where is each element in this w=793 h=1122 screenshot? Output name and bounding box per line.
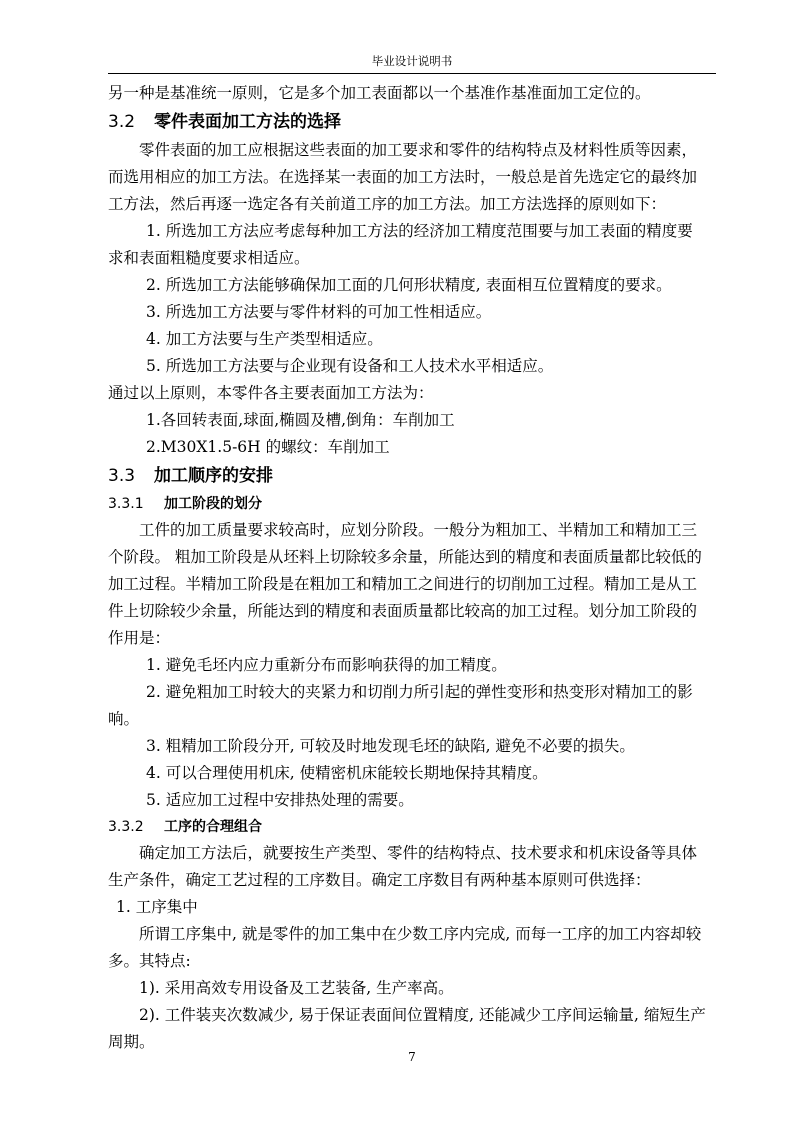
section-title: 零件表面加工方法的选择 bbox=[154, 112, 341, 132]
list-item: 3. 所选加工方法要与零件材料的可加工性相适应。 bbox=[146, 303, 492, 321]
list-item: 1. 所选加工方法应考虑每种加工方法的经济加工精度范围要与加工表面的精度要 bbox=[146, 222, 693, 240]
section-heading-3-2 bbox=[108, 107, 716, 137]
subsection-number: 3.3.2 bbox=[108, 819, 144, 835]
list-item: 1). 采用高效专用设备及工艺装备, 生产率高。 bbox=[139, 979, 454, 997]
list-item-continuation: 求和表面粗糙度要求相适应。 bbox=[108, 249, 310, 267]
subsection-title: 工序的合理组合 bbox=[164, 819, 262, 835]
paragraph-line: 通过以上原则，本零件各主要表面加工方法为： bbox=[108, 384, 434, 402]
paragraph-line: 个阶段。 粗加工阶段是从坯料上切除较多余量，所能达到的精度和表面质量都比较低的 bbox=[108, 548, 702, 566]
paragraph-line: 作用是： bbox=[108, 629, 171, 647]
paragraph-line: 所谓工序集中, 就是零件的加工集中在少数工序内完成, 而每一工序的加工内容却较 bbox=[139, 925, 702, 943]
list-item: 5. 适应加工过程中安排热处理的需要。 bbox=[146, 791, 414, 809]
paragraph-line: 多。其特点: bbox=[108, 952, 191, 970]
list-item: 4. 加工方法要与生产类型相适应。 bbox=[146, 330, 383, 348]
paragraph-line: 零件表面的加工应根据这些表面的加工要求和零件的结构特点及材料性质等因素， bbox=[139, 141, 698, 159]
section-title: 加工顺序的安排 bbox=[154, 466, 273, 486]
paragraph-line: 生产条件，确定工艺过程的工序数目。确定工序数目有两种基本原则可供选择： bbox=[108, 871, 651, 889]
page-content bbox=[108, 80, 716, 1056]
list-item: 1. 避免毛坯内应力重新分布而影响获得的加工精度。 bbox=[146, 656, 507, 674]
paragraph-line: 件上切除较少余量，所能达到的精度和表面质量都比较高的加工过程。划分加工阶段的 bbox=[108, 602, 698, 620]
paragraph-line: 确定加工方法后，就要按生产类型、零件的结构特点、技术要求和机床设备等具体 bbox=[139, 844, 698, 862]
subsection-heading-3-3-1 bbox=[108, 491, 716, 517]
list-item: 1. 工序集中 bbox=[116, 898, 198, 916]
section-number: 3.2 bbox=[108, 112, 136, 132]
paragraph-line: 工件的加工质量要求较高时，应划分阶段。一般分为粗加工、半精加工和精加工三 bbox=[139, 521, 698, 539]
header-rule bbox=[108, 73, 716, 74]
list-item: 2.M30X1.5-6H 的螺纹：车削加工 bbox=[146, 438, 390, 456]
list-item: 5. 所选加工方法要与企业现有设备和工人技术水平相适应。 bbox=[146, 357, 554, 375]
list-item: 2). 工件装夹次数减少, 易于保证表面间位置精度, 还能减少工序间运输量, 缩短生产 bbox=[139, 1006, 706, 1024]
page-header: 毕业设计说明书 bbox=[371, 54, 453, 68]
paragraph-line: 工方法，然后再逐一选定各有关前道工序的加工方法。加工方法选择的原则如下： bbox=[108, 195, 667, 213]
list-item: 1.各回转表面,球面,椭圆及槽,倒角：车削加工 bbox=[146, 411, 455, 429]
list-item: 2. 所选加工方法能够确保加工面的几何形状精度, 表面相互位置精度的要求。 bbox=[146, 276, 672, 294]
list-item-continuation: 响。 bbox=[108, 710, 140, 728]
subsection-title: 加工阶段的划分 bbox=[164, 496, 262, 512]
list-item: 2. 避免粗加工时较大的夹紧力和切削力所引起的弹性变形和热变形对精加工的影 bbox=[146, 683, 693, 701]
subsection-number: 3.3.1 bbox=[108, 496, 144, 512]
paragraph-line: 另一种是基准统一原则，它是多个加工表面都以一个基准作基准面加工定位的。 bbox=[108, 84, 651, 102]
section-heading-3-3 bbox=[108, 461, 716, 491]
subsection-heading-3-3-2 bbox=[108, 814, 716, 840]
list-item: 3. 粗精加工阶段分开, 可较及时地发现毛坯的缺陷, 避免不必要的损失。 bbox=[146, 737, 635, 755]
list-item: 4. 可以合理使用机床, 使精密机床能较长期地保持其精度。 bbox=[146, 764, 548, 782]
list-item-continuation: 周期。 bbox=[108, 1033, 155, 1051]
paragraph-line: 而选用相应的加工方法。在选择某一表面的加工方法时，一般总是首先选定它的最终加 bbox=[108, 168, 698, 186]
paragraph-line: 加工过程。半精加工阶段是在粗加工和精加工之间进行的切削加工过程。精加工是从工 bbox=[108, 575, 698, 593]
section-number: 3.3 bbox=[108, 466, 136, 486]
page-number: 7 bbox=[408, 1050, 416, 1064]
